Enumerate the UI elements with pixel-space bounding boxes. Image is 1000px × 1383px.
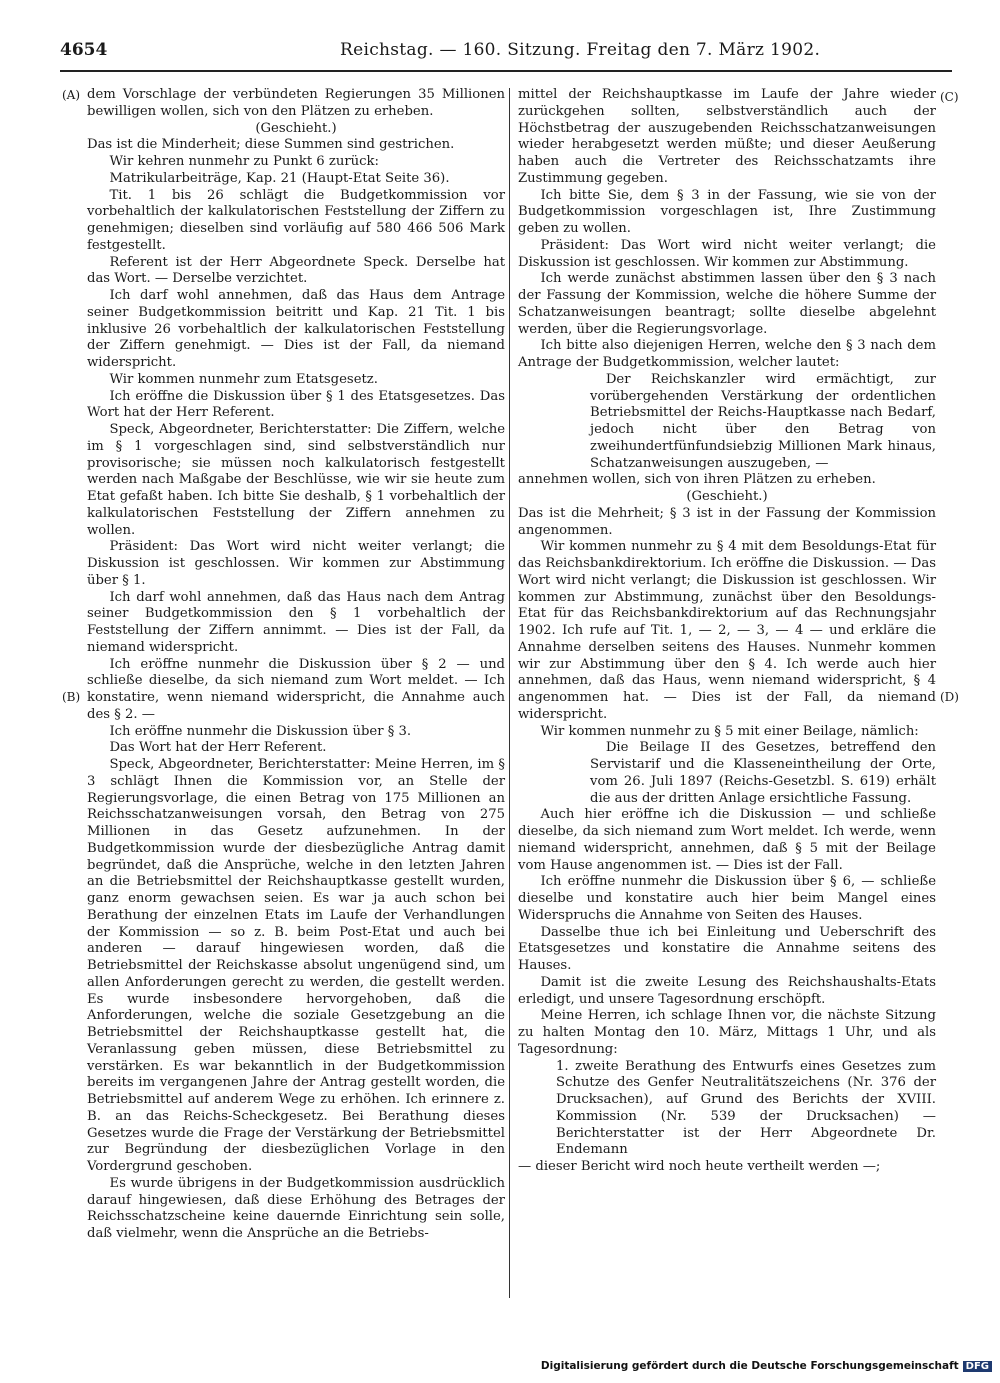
header-rule [60,70,952,72]
footer-credit [541,1360,992,1372]
speech-president: Präsident: Das Wort wird nicht weiter verlangt; die Diskussion ist geschlossen. Wir kommen zur Abstimmung. [518,237,936,270]
paragraph: — dieser Bericht wird noch heute vertheilt werden —; [518,1159,881,1174]
paragraph: Ich eröffne nunmehr die Diskussion über § 3. [109,723,412,739]
paragraph: Wir kommen nunmehr zum Etatsgesetz. [109,371,378,387]
running-title: Reichstag. — 160. Sitzung. Freitag den 7. März 1902. [340,40,821,60]
paragraph: Wir kommen nunmehr zu § 4 mit dem Besoldungs-Etat für das Reichsbankdirektorium. Ich eröffne die Diskussion. — Das Wort wird nicht verlangt; die Diskussion ist geschlossen. Wir kommen zur Abstimmung, zunächst über den Besoldungs-Etat für das Reichsbankdirektorium auf das Rechnungsjahr 1902. Ich rufe auf Tit. 1, — 2, — 3, — 4 — und erkläre die Annahme derselben seitens des Hauses. Nunmehr kommen wir zur Abstimmung über den § 4. Ich werde auch hier annehmen, daß das Haus, wenn niemand widerspricht, § 4 angenommen hat. — Dies ist der Fall, da niemand widerspricht. [518,539,936,722]
margin-mark-b: (B) [62,690,81,704]
paragraph: Dasselbe thue ich bei Einleitung und Ueberschrift des Etatsgesetzes und konstatire die Annahme seitens des Hauses. [518,924,936,973]
paragraph: Das ist die Minderheit; diese Summen sind gestrichen. [87,137,455,153]
quoted-motion: Der Reichskanzler wird ermächtigt, zur vorübergehenden Verstärkung der ordentlichen Betriebsmittel der Reichs-Hauptkasse nach Bedarf, jedoch nicht über den Betrag von zweihundertfünfundsiebzig Millionen Mark hinaus, Schatzanweisungen auszugeben, — [590,371,936,471]
paragraph: dem Vorschlage der verbündeten Regierungen 35 Millionen bewilligen wollen, sich von den Plätzen zu erheben. [87,87,505,119]
paragraph: Es wurde übrigens in der Budgetkommission ausdrücklich darauf hingewiesen, daß diese Erhöhung des Betrages der Reichsschatzscheine keine dauernde Einrichtung sein solle, daß vielmehr, wenn die Ansprüche an die Betriebs- [87,1175,505,1241]
paragraph: (Geschieht.) [686,489,768,504]
paragraph: Ich eröffne nunmehr die Diskussion über § 2 — und schließe dieselbe, da sich niemand zum Wort meldet. — Ich konstatire, wenn niemand widerspricht, die Annahme auch des § 2. — [87,656,505,722]
paragraph: Ich bitte Sie, dem § 3 in der Fassung, wie sie von der Budgetkommission vorgeschlagen ist, Ihre Zustimmung geben zu wollen. [518,187,936,236]
agenda-heading: Matrikularbeiträge, Kap. 21 (Haupt-Etat Seite 36). [109,170,450,186]
margin-mark-d: (D) [940,690,959,704]
paragraph: annehmen wollen, sich von ihren Plätzen zu erheben. [518,472,876,488]
speech-speck: Speck, Abgeordneter, Berichterstatter: Meine Herren, im § 3 schlägt Ihnen die Kommission vor, an Stelle der Regierungsvorlage, die einen Betrag von 175 Millionen an Reichsschatzanweisungen vorsah, den Betrag von 275 Millionen in das Gesetz aufzunehmen. In der Budgetkommission wurde der diesbezügliche Antrag damit begründet, daß die Ansprüche, welche in den letzten Jahren an die Betriebsmittel der Reichshauptkasse gestellt wurden, ganz enorm gewachsen seien. Es war ja auch schon bei Berathung der einzelnen Etats im Laufe der Verhandlungen der Kommission — so z. B. beim Post-Etat und auch bei anderen — darauf hingewiesen worden, daß die Betriebsmittel der Reichskasse absolut ungenügend sind, um allen Anforderungen gerecht zu werden, die gestellt werden. Es wurde insbesondere hervorgehoben, daß die Anforderungen, welche die soziale Gesetzgebung an die Betriebsmittel der Reichshauptkasse gestellt hat, die Veranlassung geben müssen, diese Betriebsmittel zu verstärken. Es war bekanntlich in der Budgetkommission bereits im vergangenen Jahre der Antrag gestellt worden, die Betriebsmittel auf anderem Wege zu erhöhen. Ich erinnere z. B. an das Reichs-Scheckgesetz. Bei Berathung dieses Gesetzes wurde die Frage der Verstärkung der Betriebsmittel zur Begründung der diesbezüglichen Vorlage in den Vordergrund geschoben. [87,757,505,1174]
page-number: 4654 [60,40,108,60]
margin-mark-a: (A) [62,88,81,102]
paragraph: Ich eröffne nunmehr die Diskussion über § 6, — schließe dieselbe und konstatire auch hier beim Mangel eines Widerspruchs die Annahme von Seiten des Hauses. [518,874,936,923]
page-header [60,40,950,68]
paragraph: Meine Herren, ich schlage Ihnen vor, die nächste Sitzung zu halten Montag den 10. März, Mittags 1 Uhr, und als Tagesordnung: [518,1008,936,1057]
column-divider [509,88,510,1298]
paragraph: Wir kommen nunmehr zu § 5 mit einer Beilage, nämlich: [540,723,919,739]
margin-mark-c: (C) [940,90,959,104]
paragraph: Auch hier eröffne ich die Diskussion — und schließe dieselbe, da sich niemand zum Wort meldet. Ich werde, wenn niemand widerspricht, annehmen, daß § 5 mit der Beilage vom Hause angenommen ist. — Dies ist der Fall. [518,807,936,873]
paragraph: Tit. 1 bis 26 schlägt die Budgetkommission vor vorbehaltlich der kalkulatorischen Feststellung der Ziffern zu genehmigen; dieselben sind vorläufig auf 580 466 506 Mark festgestellt. [87,187,505,253]
paragraph: Referent ist der Herr Abgeordnete Speck. Derselbe hat das Wort. — Derselbe verzichtet. [87,254,505,287]
paragraph: Ich werde zunächst abstimmen lassen über den § 3 nach der Fassung der Kommission, welche die höhere Summe der Schatzanweisungen beantragt; sollte dieselbe abgelehnt werden, über die Regierungsvorlage. [518,271,936,337]
paragraph: mittel der Reichshauptkasse im Laufe der Jahre wieder zurückgehen sollten, selbstverständlich auch der Höchstbetrag der auszugebenden Reichsschatzanweisungen wieder herabgesetzt werden müßte; und dieser Aeußerung haben auch die Vertreter des Reichsschatzamts ihre Zustimmung gegeben. [518,87,936,186]
speech-speck: Speck, Abgeordneter, Berichterstatter: Die Ziffern, welche im § 1 vorgeschlagen sind, sind selbstverständlich nur provisorische; sie müssen noch kalkulatorisch festgestellt werden nach Maßgabe der Beschlüsse, wie wir sie heute zum Etat gefaßt haben. Ich bitte Sie deshalb, § 1 vorbehaltlich der kalkulatorischen Feststellung der Ziffern annehmen zu wollen. [87,422,505,538]
speech-president: Präsident: Das Wort wird nicht weiter verlangt; die Diskussion ist geschlossen. Wir kommen zur Abstimmung über § 1. [87,539,505,588]
paragraph: (Geschieht.) [255,120,337,136]
left-column [87,87,505,1243]
agenda-item: 1. zweite Berathung des Entwurfs eines Gesetzes zum Schutze des Genfer Neutralitätszeichens (Nr. 376 der Drucksachen), auf Grund des Berichts der XVIII. Kommission (Nr. 539 der Drucksachen) — Berichterstatter ist der Herr Abgeordnete Dr. Endemann [556,1058,936,1158]
paragraph: Ich darf wohl annehmen, daß das Haus nach dem Antrag seiner Budgetkommission den § 1 vorbehaltlich der Feststellung der Ziffern annimmt. — Dies ist der Fall, da niemand widerspricht. [87,589,505,655]
paragraph: Ich darf wohl annehmen, daß das Haus dem Antrage seiner Budgetkommission beitritt und Kap. 21 Tit. 1 bis inklusive 26 vorbehaltlich der kalkulatorischen Feststellung der Ziffern genehmigt. — Dies ist der Fall, da niemand widerspricht. [87,288,505,370]
paragraph: Das ist die Mehrheit; § 3 ist in der Fassung der Kommission angenommen. [518,505,936,538]
paragraph: Wir kehren nunmehr zu Punkt 6 zurück: [109,154,379,169]
paragraph: Das Wort hat der Herr Referent. [109,740,327,756]
paragraph: Ich eröffne die Diskussion über § 1 des Etatsgesetzes. Das Wort hat der Herr Referent. [87,388,505,421]
footer-text: Digitalisierung gefördert durch die Deutsche Forschungsgemeinschaft [540,1360,959,1372]
paragraph: Ich bitte also diejenigen Herren, welche den § 3 nach dem Antrage der Budgetkommission, welcher lautet: [518,338,936,370]
quoted-supplement: Die Beilage II des Gesetzes, betreffend den Servistarif und die Klasseneintheilung der Orte, vom 26. Juli 1897 (Reichs-Gesetzbl. S. 619) erhält die aus der dritten Anlage ersichtliche Fassung. [590,740,936,806]
paragraph: Damit ist die zweite Lesung des Reichshaushalts-Etats erledigt, und unsere Tagesordnung erschöpft. [518,974,936,1007]
right-column [518,87,936,1176]
dfg-logo: DFG [963,1361,992,1372]
